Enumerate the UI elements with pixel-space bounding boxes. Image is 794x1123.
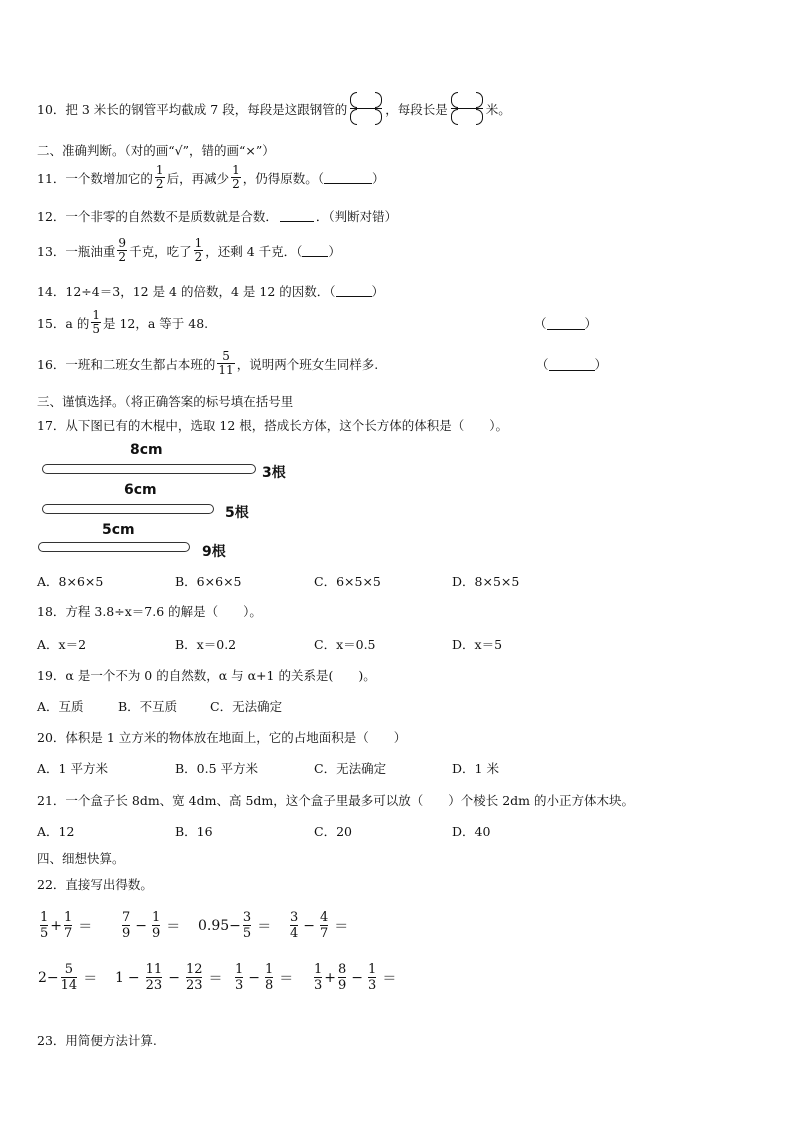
rod-6cm <box>42 504 214 514</box>
question-10: 10． 把 3 米长的钢管平均截成 7 段，每段是这跟钢管的 ，每段长是 米。 <box>37 92 511 125</box>
option-c[interactable]: C．20 <box>314 824 352 839</box>
fraction: $\frac{1}{2}$ <box>194 236 203 264</box>
option-b[interactable]: B．16 <box>175 824 213 839</box>
expression-3: 0.95 − $\frac{3}{5}$ ＝ <box>198 910 272 941</box>
question-20: 20．体积是 1 立方米的物体放在地面上，它的占地面积是（ ） <box>37 730 407 745</box>
rod-length-label: 6cm <box>124 482 157 498</box>
expression-2: $\frac{7}{9}$ − $\frac{1}{9}$ ＝ <box>122 910 181 941</box>
option-d[interactable]: D．8×5×5 <box>452 574 520 589</box>
option-c[interactable]: C．x＝0.5 <box>314 637 376 652</box>
section-4-heading: 四、细想快算。 <box>37 851 125 866</box>
answer-blank <box>302 245 328 257</box>
option-a[interactable]: A．x＝2 <box>37 637 87 652</box>
option-a[interactable]: A．12 <box>37 824 75 839</box>
question-11: 11． 一个数增加它的 $\frac{1}{2}$ 后，再减少 $\frac{1}{2}$ ，仍得原数。（ ） <box>37 163 385 191</box>
option-d[interactable]: D．x＝5 <box>452 637 503 652</box>
rod-length-label: 8cm <box>130 442 163 458</box>
rod-count-label: 5根 <box>225 505 249 521</box>
option-a[interactable]: A．8×6×5 <box>37 574 104 589</box>
rod-length-label: 5cm <box>102 522 135 538</box>
option-b[interactable]: B．6×6×5 <box>175 574 242 589</box>
fraction: $\frac{5}{11}$ <box>218 349 234 377</box>
fraction: $\frac{1}{5}$ <box>92 308 100 336</box>
expression-8: $\frac{1}{3}$ + $\frac{8}{9}$ − $\frac{1}{3}$ ＝ <box>314 962 397 993</box>
option-c[interactable]: C．6×5×5 <box>314 574 381 589</box>
question-16: 16． 一班和二班女生都占本班的 $\frac{5}{11}$ ，说明两个班女生同样多. （ ） <box>37 349 608 377</box>
question-15: 15． a 的 $\frac{1}{5}$ 是 12，a 等于 48. （ ） <box>37 308 598 336</box>
section-2-heading: 二、准确判断。（对的画“√”，错的画“×”） <box>37 143 275 158</box>
answer-fraction-blank <box>350 92 382 125</box>
option-d[interactable]: D．40 <box>452 824 491 839</box>
answer-blank <box>549 359 595 371</box>
rod-5cm <box>38 542 190 552</box>
answer-blank <box>280 210 314 222</box>
answer-blank <box>324 172 372 184</box>
answer-fraction-blank <box>451 92 483 125</box>
option-a[interactable]: A．1 平方米 <box>37 761 108 776</box>
question-12: 12． 一个非零的自然数不是质数就是合数． ．（判断对错） <box>37 209 398 224</box>
option-a[interactable]: A．互质 <box>37 699 84 714</box>
section-3-heading: 三、谨慎选择。（将正确答案的标号填在括号里 <box>37 394 294 409</box>
question-13: 13． 一瓶油重 $\frac{9}{2}$ 千克，吃了 $\frac{1}{2}$ ，还剩 4 千克．（ ） <box>37 236 341 264</box>
answer-blank <box>336 285 372 297</box>
expression-4: $\frac{3}{4}$ − $\frac{4}{7}$ ＝ <box>290 910 349 941</box>
rod-count-label: 3根 <box>262 465 286 481</box>
question-22: 22．直接写出得数。 <box>37 877 153 892</box>
option-b[interactable]: B．x＝0.2 <box>175 637 237 652</box>
expression-1: $\frac{1}{5}$ + $\frac{1}{7}$ ＝ <box>40 910 93 941</box>
question-17: 17．从下图已有的木棍中，选取 12 根，搭成长方体，这个长方体的体积是（ ）。 <box>37 418 509 433</box>
question-14: 14． 12÷4＝3，12 是 4 的倍数，4 是 12 的因数．（ ） <box>37 284 385 299</box>
fraction: $\frac{1}{2}$ <box>232 163 240 191</box>
option-b[interactable]: B．不互质 <box>118 699 178 714</box>
question-18: 18．方程 3.8÷x＝7.6 的解是（ ）。 <box>37 604 262 619</box>
expression-6: 1 − $\frac{11}{23}$ − $\frac{12}{23}$ ＝ <box>115 962 223 993</box>
answer-blank <box>547 318 585 330</box>
option-b[interactable]: B．0.5 平方米 <box>175 761 259 776</box>
rod-8cm <box>42 464 256 474</box>
fraction: $\frac{9}{2}$ <box>118 236 127 264</box>
fraction: $\frac{1}{2}$ <box>155 163 164 191</box>
rod-count-label: 9根 <box>202 544 226 560</box>
question-19: 19．α 是一个不为 0 的自然数，α 与 α+1 的关系是( )。 <box>37 668 376 683</box>
question-23: 23．用简便方法计算. <box>37 1033 157 1048</box>
expression-7: $\frac{1}{3}$ − $\frac{1}{8}$ ＝ <box>235 962 294 993</box>
option-c[interactable]: C．无法确定 <box>314 761 387 776</box>
option-d[interactable]: D．1 米 <box>452 761 499 776</box>
expression-5: 2 − $\frac{5}{14}$ ＝ <box>38 962 98 993</box>
option-c[interactable]: C．无法确定 <box>210 699 283 714</box>
question-21: 21．一个盒子长 8dm、宽 4dm、高 5dm，这个盒子里最多可以放（ ）个棱长 2dm 的小正方体木块。 <box>37 793 635 808</box>
